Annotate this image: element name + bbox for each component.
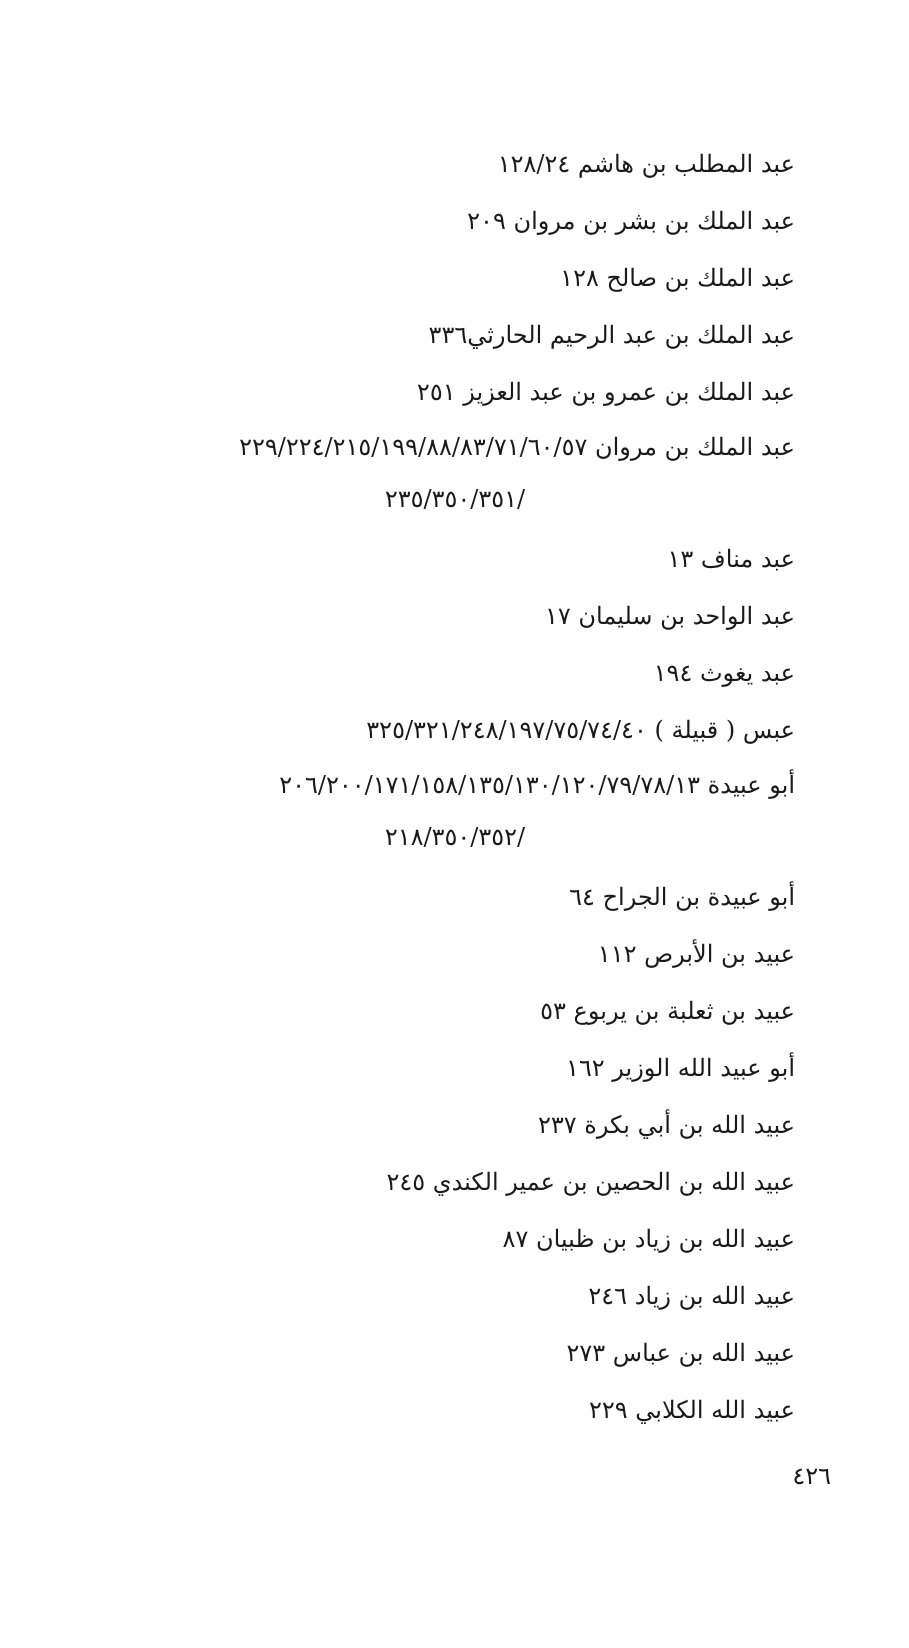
index-entry: أبو عبيد الله الوزير ١٦٢ — [565, 1054, 795, 1082]
index-entry: عبيد الله بن الحصين بن عمير الكندي ٢٤٥ — [386, 1168, 795, 1196]
index-entry: عبيد الله بن عباس ٢٧٣ — [566, 1339, 795, 1367]
index-entry-text: عبد الملك بن مروان ٢٢٩/٢٢٤/٢١٥/١٩٩/٨٨/٨٣/٧١/٦٠/٥٧ — [239, 433, 795, 461]
index-entry: عبد الملك بن عمرو بن عبد العزيز ٢٥١ — [416, 378, 795, 406]
index-entry: عبيد الله بن زياد ٢٤٦ — [588, 1282, 795, 1310]
index-entry: عبد مناف ١٣ — [667, 545, 795, 573]
index-entry: عبد المطلب بن هاشم ١٢٨/٢٤ — [497, 150, 795, 178]
index-entry: عبد الملك بن صالح ١٢٨ — [560, 264, 795, 292]
index-entry-continuation: /٢١٨/٣٥٠/٣٥٢ — [384, 823, 526, 851]
index-entry — [75, 421, 795, 525]
index-entry: عبيد الله بن زياد بن ظبيان ٨٧ — [502, 1225, 795, 1253]
index-entry: عبيد بن الأبرص ١١٢ — [597, 940, 795, 968]
page-number: ٤٢٦ — [792, 1462, 831, 1490]
index-entry: عبد الملك بن عبد الرحيم الحارثي٣٣٦ — [428, 321, 795, 349]
index-entry: عبد الواحد بن سليمان ١٧ — [545, 602, 795, 630]
index-entry: عبيد بن ثعلبة بن يربوع ٥٣ — [540, 997, 795, 1025]
index-entry — [75, 759, 795, 863]
index-entry: عبس ( قبيلة ) ٣٢٥/٣٢١/٢٤٨/١٩٧/٧٥/٧٤/٤٠ — [366, 716, 795, 744]
index-entry: أبو عبيدة بن الجراح ٦٤ — [569, 883, 795, 911]
index-entry: عبد يغوث ١٩٤ — [653, 659, 795, 687]
index-entry-text: أبو عبيدة ٢٠٦/٢٠٠/١٧١/١٥٨/١٣٥/١٣٠/١٢٠/٧٩/٧٨/١٣ — [279, 771, 795, 799]
index-entry: عبد الملك بن بشر بن مروان ٢٠٩ — [467, 207, 795, 235]
index-list — [75, 136, 795, 1439]
index-entry-continuation: /٢٣٥/٣٥٠/٣٥١ — [384, 485, 526, 513]
index-entry: عبيد الله الكلابي ٢٢٩ — [589, 1396, 795, 1424]
index-entry: عبيد الله بن أبي بكرة ٢٣٧ — [537, 1111, 795, 1139]
